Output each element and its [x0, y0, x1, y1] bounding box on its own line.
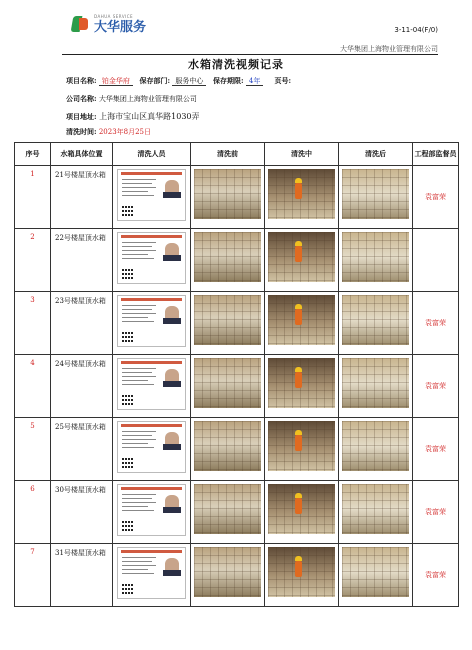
- worker-photo: [165, 495, 179, 513]
- after-cell: [339, 292, 413, 355]
- water-tank-photo-after: [342, 232, 409, 282]
- cleaning-record-table: [14, 142, 459, 607]
- worker-id-card: [117, 232, 186, 284]
- water-tank-photo-after: [342, 484, 409, 534]
- staff-cell: [113, 418, 191, 481]
- water-tank-photo-after: [342, 295, 409, 345]
- before-cell: [191, 166, 265, 229]
- row-number: 7: [15, 544, 51, 607]
- meta-row-company: [66, 94, 197, 104]
- water-tank-photo-before: [194, 421, 261, 471]
- table-row: [15, 229, 459, 292]
- after-cell: [339, 355, 413, 418]
- supervisor-signature: 袁富荣: [413, 166, 459, 229]
- qr-code-icon: [122, 267, 134, 279]
- table-row: [15, 292, 459, 355]
- water-tank-photo-during: [268, 421, 335, 471]
- qr-code-icon: [122, 393, 134, 405]
- tank-location: 21号楼屋顶水箱: [51, 166, 113, 229]
- qr-code-icon: [122, 582, 134, 594]
- supervisor-signature: [413, 229, 459, 292]
- logo-chinese-text: 大华服务: [94, 19, 147, 35]
- staff-cell: [113, 481, 191, 544]
- before-cell: [191, 292, 265, 355]
- company-logo: [70, 14, 146, 34]
- water-tank-photo-during: [268, 232, 335, 282]
- table-row: [15, 544, 459, 607]
- meta-row-address: [66, 111, 200, 122]
- staff-cell: [113, 355, 191, 418]
- table-row: [15, 355, 459, 418]
- water-tank-photo-before: [194, 484, 261, 534]
- qr-code-icon: [122, 519, 134, 531]
- during-cell: [265, 166, 339, 229]
- water-tank-photo-before: [194, 232, 261, 282]
- water-tank-photo-after: [342, 169, 409, 219]
- worker-id-card: [117, 547, 186, 599]
- worker-photo: [165, 180, 179, 198]
- supervisor-signature: 袁富荣: [413, 418, 459, 481]
- table-row: [15, 481, 459, 544]
- tank-location: 30号楼屋顶水箱: [51, 481, 113, 544]
- water-tank-photo-during: [268, 295, 335, 345]
- during-cell: [265, 418, 339, 481]
- company-label: 公司名称:: [66, 94, 97, 103]
- header-staff: 清洗人员: [113, 143, 191, 166]
- company-value: 大华集团上海物业管理有限公司: [98, 95, 197, 103]
- staff-cell: [113, 166, 191, 229]
- header-location: 水箱具体位置: [51, 143, 113, 166]
- table-row: [15, 418, 459, 481]
- retention-label: 保存期限:: [213, 76, 244, 85]
- page-title: 水箱清洗视频记录: [188, 58, 284, 71]
- retention-value: 4年: [246, 77, 263, 86]
- project-name-value: 铂金华府: [99, 77, 133, 86]
- water-tank-photo-during: [268, 484, 335, 534]
- tank-location: 24号楼屋顶水箱: [51, 355, 113, 418]
- before-cell: [191, 355, 265, 418]
- before-cell: [191, 544, 265, 607]
- worker-photo: [165, 369, 179, 387]
- supervisor-signature: 袁富荣: [413, 355, 459, 418]
- water-tank-photo-during: [268, 358, 335, 408]
- row-number: 1: [15, 166, 51, 229]
- header-divider: [62, 54, 438, 55]
- dept-label: 保存部门:: [139, 76, 171, 85]
- dept-value: 服务中心: [172, 77, 206, 86]
- qr-code-icon: [122, 456, 134, 468]
- after-cell: [339, 418, 413, 481]
- header-supervisor: 工程部监督员: [413, 143, 459, 166]
- row-number: 3: [15, 292, 51, 355]
- worker-id-card: [117, 169, 186, 221]
- tank-location: 22号楼屋顶水箱: [51, 229, 113, 292]
- meta-row-1: [66, 76, 291, 86]
- header-no: 序号: [15, 143, 51, 166]
- document-code: 3-11-04(F/0): [394, 26, 438, 34]
- tank-location: 23号楼屋顶水箱: [51, 292, 113, 355]
- table-row: [15, 166, 459, 229]
- header-during: 清洗中: [265, 143, 339, 166]
- after-cell: [339, 229, 413, 292]
- before-cell: [191, 229, 265, 292]
- date-label: 清洗时间:: [66, 127, 97, 136]
- header-before: 清洗前: [191, 143, 265, 166]
- during-cell: [265, 481, 339, 544]
- supervisor-signature: 袁富荣: [413, 481, 459, 544]
- worker-photo: [165, 558, 179, 576]
- staff-cell: [113, 292, 191, 355]
- water-tank-photo-before: [194, 358, 261, 408]
- qr-code-icon: [122, 204, 134, 216]
- row-number: 5: [15, 418, 51, 481]
- water-tank-photo-during: [268, 169, 335, 219]
- water-tank-photo-after: [342, 421, 409, 471]
- after-cell: [339, 544, 413, 607]
- during-cell: [265, 229, 339, 292]
- before-cell: [191, 418, 265, 481]
- logo-english-text: DAHUA SERVICE: [94, 13, 134, 19]
- before-cell: [191, 481, 265, 544]
- address-label: 项目地址:: [66, 112, 97, 121]
- worker-photo: [165, 243, 179, 261]
- qr-code-icon: [122, 330, 134, 342]
- during-cell: [265, 544, 339, 607]
- tank-location: 31号楼屋顶水箱: [51, 544, 113, 607]
- water-tank-photo-before: [194, 547, 261, 597]
- water-tank-photo-during: [268, 547, 335, 597]
- worker-photo: [165, 306, 179, 324]
- water-tank-photo-after: [342, 358, 409, 408]
- worker-photo: [165, 432, 179, 450]
- water-tank-photo-before: [194, 295, 261, 345]
- header-after: 清洗后: [339, 143, 413, 166]
- project-name-label: 项目名称:: [66, 76, 97, 85]
- worker-id-card: [117, 358, 186, 410]
- worker-id-card: [117, 484, 186, 536]
- table-header-row: [15, 143, 459, 166]
- water-tank-photo-before: [194, 169, 261, 219]
- water-tank-photo-after: [342, 547, 409, 597]
- after-cell: [339, 166, 413, 229]
- after-cell: [339, 481, 413, 544]
- tank-location: 25号楼屋顶水箱: [51, 418, 113, 481]
- during-cell: [265, 355, 339, 418]
- row-number: 2: [15, 229, 51, 292]
- page-number-label: 页号:: [274, 76, 292, 85]
- date-value: 2023年8月25日: [98, 128, 152, 136]
- address-value: 上海市宝山区真华路1030弄: [99, 112, 200, 121]
- row-number: 6: [15, 481, 51, 544]
- supervisor-signature: 袁富荣: [413, 544, 459, 607]
- dahua-logo-icon: [70, 14, 90, 34]
- during-cell: [265, 292, 339, 355]
- staff-cell: [113, 544, 191, 607]
- row-number: 4: [15, 355, 51, 418]
- meta-row-date: [66, 127, 151, 137]
- worker-id-card: [117, 295, 186, 347]
- worker-id-card: [117, 421, 186, 473]
- company-name-header: 大华集团上海物业管理有限公司: [340, 45, 438, 53]
- staff-cell: [113, 229, 191, 292]
- supervisor-signature: 袁富荣: [413, 292, 459, 355]
